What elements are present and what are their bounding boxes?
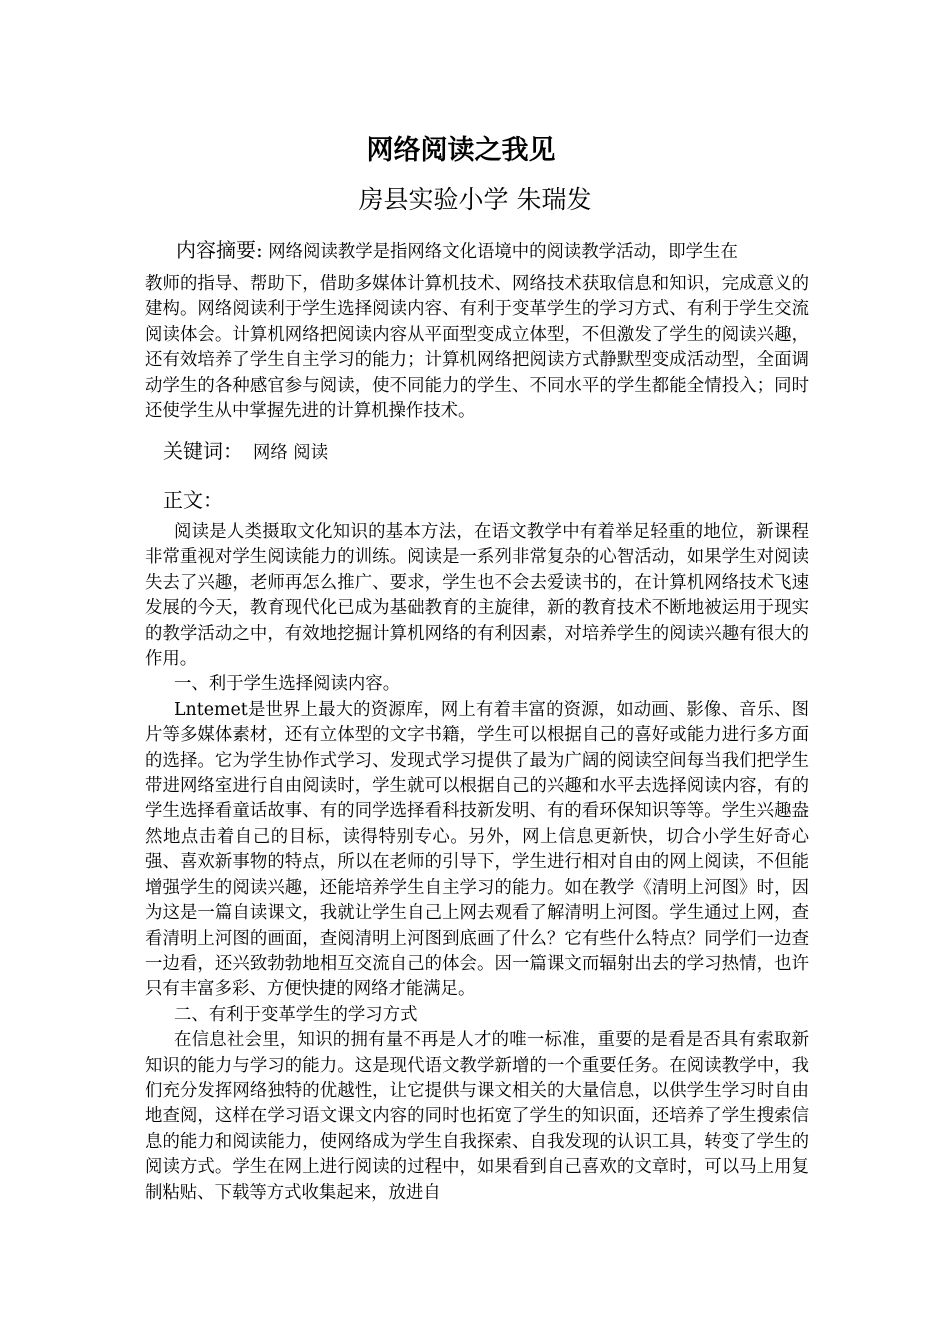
abstract-label: 内容摘要: — [176, 238, 263, 262]
paragraph-section-1: Lntemet是世界上最大的资源库，网上有着丰富的资源，如动画、影像、音乐、图片等多媒体素材，还有立体型的文字书籍，学生可以根据自己的喜好或能力进行多方面的选择。它为学生协作式学习、发现式学习提供了最为广阔的阅读空间每当我们把学生带进网络室进行自由阅读时，学生就可以根据自己的兴趣和水平去选择阅读内容，有的学生选择看童话故事、有的同学选择看科技新发明、有的看环保知识等等。学生兴趣盎然地点击着自己的目标，读得特别专心。另外，网上信息更新快，切合小学生好奇心强、喜欢新事物的特点，所以在老师的引导下，学生进行相对自由的网上阅读，不但能增强学生的阅读兴趣，还能培养学生自主学习的能力。如在教学《清明上河图》时，因为这是一篇自读课文，我就让学生自己上网去观看了解清明上河图。学生通过上网，查看清明上河图的画面，查阅清明上河图到底画了什么？它有些什么特点？同学们一边查一边看，还兴致勃勃地相互交流自己的体会。因一篇课文而辐射出去的学习热情，也许只有丰富多彩、方便快捷的网络才能满足。 — [145, 699, 809, 1000]
abstract-first-line — [145, 235, 809, 267]
body-label: 正文： — [163, 488, 223, 512]
keywords-label: 关键词： — [163, 439, 243, 463]
abstract-first-text: 网络阅读教学是指网络文化语境中的阅读教学活动，即学生在 — [268, 242, 738, 262]
document-author: 房县实验小学 朱瑞发 — [358, 185, 592, 214]
body-content — [145, 520, 809, 1206]
abstract — [145, 235, 809, 424]
keywords-value: 网络 阅读 — [253, 443, 329, 463]
paragraph-section-2: 在信息社会里，知识的拥有量不再是人才的唯一标准，重要的是看是否具有索取新知识的能力与学习的能力。这是现代语文教学新增的一个重要任务。在阅读教学中，我们充分发挥网络独特的优越性，让它提供与课文相关的大量信息，以供学生学习时自由地查阅，这样在学习语文课文内容的同时也拓宽了学生的知识面，还培养了学生搜索信息的能力和阅读能力，使网络成为学生自我探索、自我发现的认识工具，转变了学生的阅读方式。学生在网上进行阅读的过程中，如果看到自己喜欢的文章时，可以马上用复制粘贴、下载等方式收集起来，放进自 — [145, 1030, 809, 1203]
document-title: 网络阅读之我见 — [366, 135, 556, 166]
section-heading-1: 一、利于学生选择阅读内容。 — [174, 674, 401, 695]
paragraph-intro: 阅读是人类摄取文化知识的基本方法，在语文教学中有着举足轻重的地位，新课程非常重视对学生阅读能力的训练。阅读是一系列非常复杂的心智活动，如果学生对阅读失去了兴趣，老师再怎么推广、要求，学生也不会去爱读书的，在计算机网络技术飞速发展的今天，教育现代化已成为基础教育的主旋律，新的教育技术不断地被运用于现实的教学活动之中，有效地挖掘计算机网络的有利因素，对培养学生的阅读兴趣有很大的作用。 — [145, 522, 809, 670]
abstract-body: 教师的指导、帮助下，借助多媒体计算机技术、网络技术获取信息和知识，完成意义的建构。网络阅读利于学生选择阅读内容、有利于变革学生的学习方式、有利于学生交流阅读体会。计算机网络把阅读内容从平面型变成立体型，不但激发了学生的阅读兴趣，还有效培养了学生自主学习的能力；计算机网络把阅读方式静默型变成活动型，全面调动学生的各种感官参与阅读，使不同能力的学生、不同水平的学生都能全情投入；同时还使学生从中掌握先进的计算机操作技术。 — [145, 274, 809, 422]
section-heading-2: 二、有利于变革学生的学习方式 — [174, 1004, 418, 1025]
keywords — [163, 438, 328, 466]
